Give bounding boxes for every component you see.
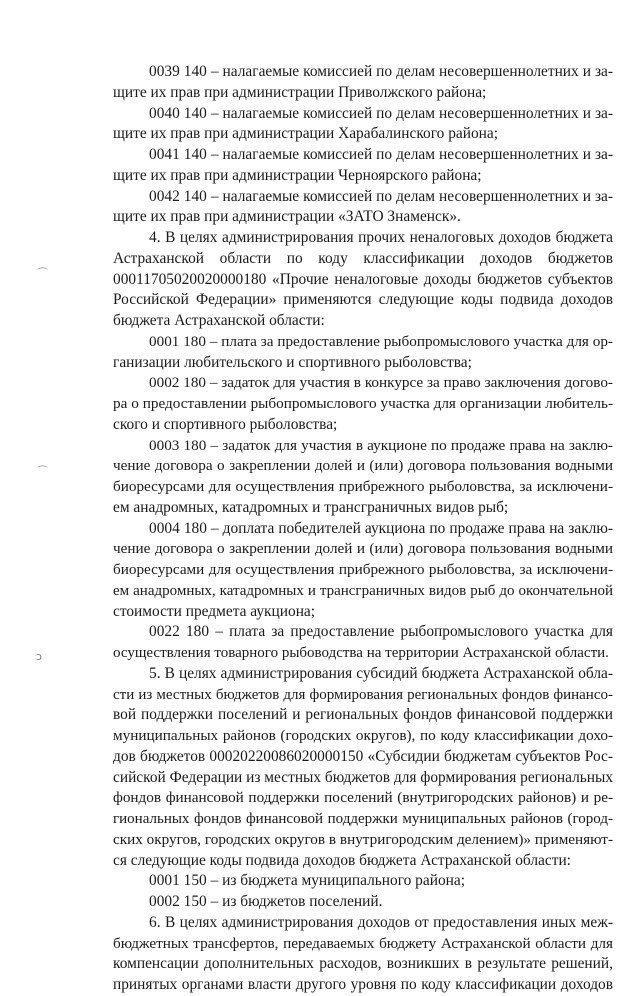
margin-mark: ↄ	[36, 650, 43, 663]
text-line: осуществления товарного рыбоводства на территории Астраханской области.	[113, 645, 609, 661]
text-line: щите их прав при администрации Приволжского района;	[113, 83, 487, 101]
text-line: 0039 140 – налагаемые комиссией по делам несовершеннолетних и за-	[149, 63, 613, 80]
text-line: 5. В целях администрирования субсидий бюджета Астраханской обла-	[149, 664, 613, 682]
text-line: чение договора о закреплении долей и (или) договора пользования водными	[113, 540, 613, 558]
text-line: 6. В целях администрирования доходов от предоставления иных меж-	[149, 913, 613, 931]
text-line: Астраханской области по коду классификации доходов бюджетов	[113, 249, 613, 267]
text-line: щите их прав при администрации «ЗАТО Знаменск».	[113, 208, 461, 226]
text-line: ского и спортивного рыболовства;	[113, 415, 338, 433]
text-line: 0041 140 – налагаемые комиссией по делам несовершеннолетних и за-	[149, 146, 613, 163]
margin-mark: ⌒	[37, 267, 48, 280]
text-line: ганизации любительского и спортивного рыболовства;	[113, 353, 472, 371]
text-line: бюджетных трансфертов, передаваемых бюджету Астраханской области для	[113, 934, 613, 952]
text-line: Российской Федерации» применяются следующие коды подвида доходов	[113, 291, 613, 309]
text-line: 00011705020020000180 «Прочие неналоговые доходы бюджетов субъектов	[113, 270, 613, 288]
text-line: гиональных фондов финансовой поддержки муниципальных районов (город-	[113, 811, 613, 827]
text-line: 0001 150 – из бюджета муниципального района;	[149, 872, 465, 890]
text-line: сти из местных бюджетов для формирования региональных фондов финансо-	[113, 686, 613, 703]
text-line: 0004 180 – доплата победителей аукциона по продаже права на заклю-	[149, 519, 613, 537]
text-line: 0002 150 – из бюджетов поселений.	[149, 893, 383, 910]
text-line: ем анадромных, катадромных и трансграничных видов рыб до окончательной	[113, 582, 613, 599]
text-line: чение договора о закреплении долей и (или) договора пользования водными	[113, 457, 613, 475]
text-line: ем анадромных, катадромных и трансграничных видов рыб;	[113, 498, 509, 516]
text-line: биоресурсами для осуществления прибрежного рыболовства, за исключени-	[113, 561, 613, 578]
text-line: фондов финансовой поддержки поселений (внутригородских районов) и ре-	[113, 789, 613, 807]
text-line: 0001 180 – плата за предоставление рыбопромыслового участка для ор-	[149, 332, 613, 350]
text-line: щите их прав при администрации Черноярского района;	[113, 166, 482, 184]
text-line: вой поддержки поселений и региональных фондов финансовой поддержки	[113, 706, 613, 724]
text-line: 0003 180 – задаток для участия в аукционе по продаже права на заклю-	[149, 436, 613, 454]
text-line: ских округов, городских округов в внутригородским делением)» применяют-	[113, 830, 613, 848]
text-line: компенсации дополнительных расходов, возникших в результате решений,	[113, 955, 613, 973]
text-line: 0040 140 – налагаемые комиссией по делам несовершеннолетних и за-	[149, 104, 613, 122]
text-line: 0002 180 – задаток для участия в конкурсе за право заключения догово-	[149, 374, 613, 392]
text-line: 4. В целях администрирования прочих неналоговых доходов бюджета	[149, 229, 613, 246]
margin-mark: ⌒	[37, 465, 48, 478]
text-line: 0022 180 – плата за предоставление рыбопромыслового участка для	[149, 623, 613, 641]
text-line: щите их прав при администрации Харабалинского района;	[113, 125, 499, 143]
text-line: бюджета Астраханской области:	[113, 312, 325, 329]
text-line: сийской Федерации из местных бюджетов для формирования региональных	[113, 768, 614, 786]
text-line: муниципальных районов (городских округов), по коду классификации дохо-	[113, 727, 613, 744]
text-line: дов бюджетов 00020220086020000150 «Субсидии бюджетам субъектов Рос-	[113, 747, 613, 765]
text-line: ра о предоставлении рыбопромыслового участка для организации любитель-	[113, 395, 613, 412]
text-line: 0042 140 – налагаемые комиссией по делам несовершеннолетних и за-	[149, 187, 613, 205]
text-line: биоресурсами для осуществления прибрежного рыболовства, за исключени-	[113, 478, 613, 495]
document-body	[113, 62, 613, 996]
text-line: принятых органами власти другого уровня по коду классификации доходов	[113, 976, 613, 993]
text-line: ся следующие коды подвида доходов бюджета Астраханской области:	[113, 851, 571, 869]
text-line: стоимости предмета аукциона;	[113, 602, 316, 620]
